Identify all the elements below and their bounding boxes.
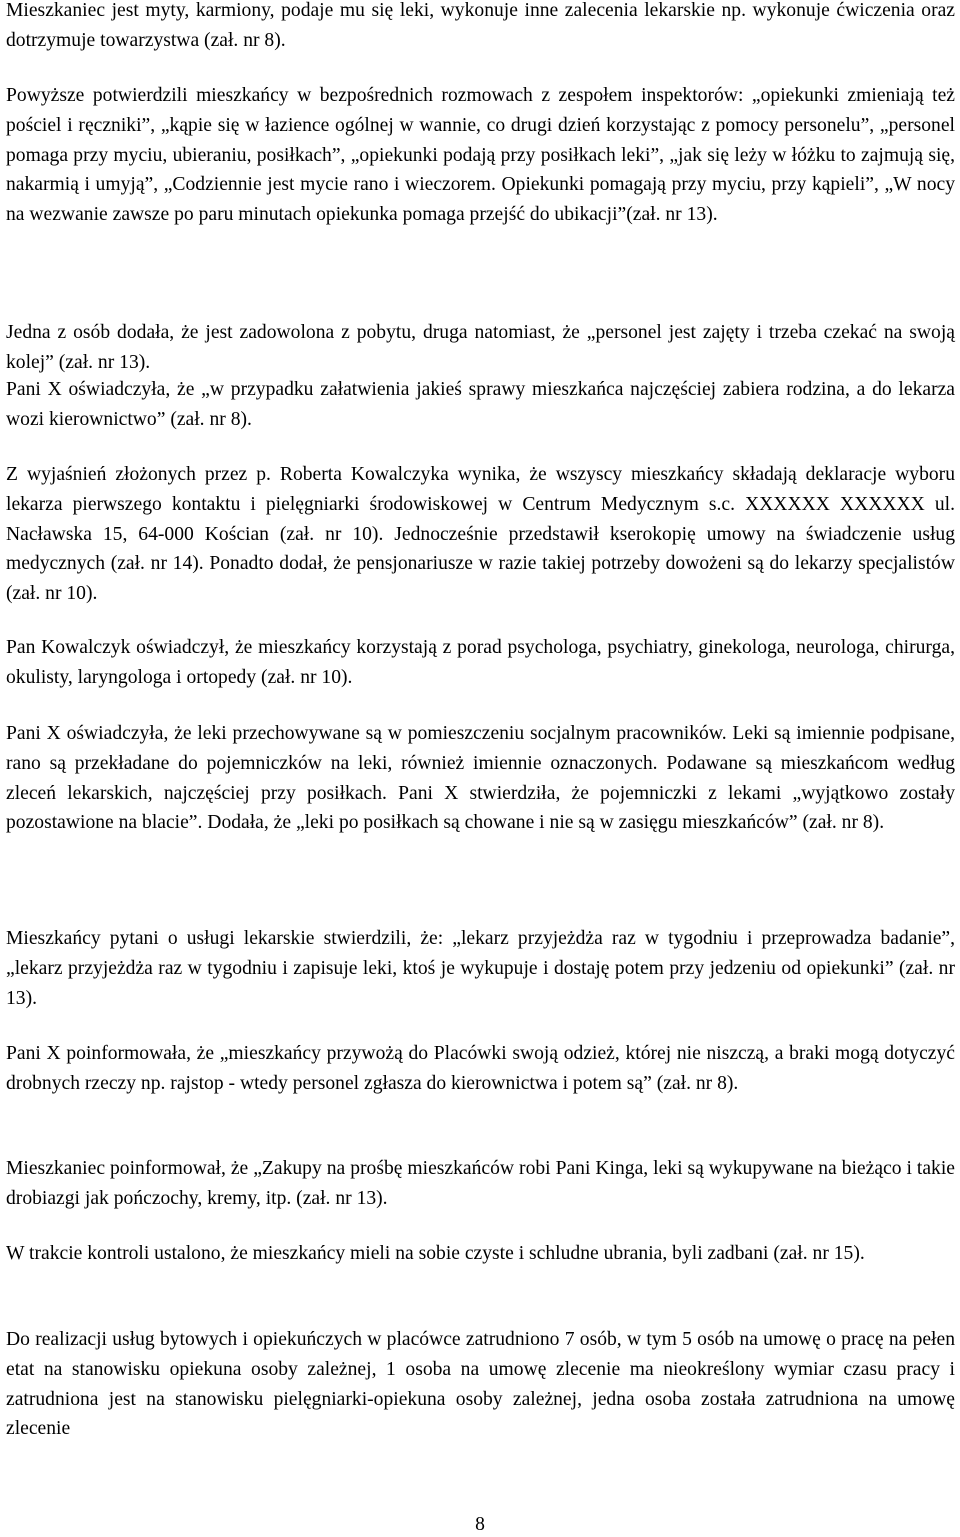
- paragraph-12: Do realizacji usług bytowych i opiekuńczych w placówce zatrudniono 7 osób, w tym 5 osób na umowę o pracę na pełen etat na stanowisku opiekuna osoby zależnej, 1 osoba na umowę zlecenie ma nieokreślony wymiar czasu pracy i zatrudniona jest na stanowisku pielęgniarki-opiekuna osoby zależnej, jedna osoba została zatrudniona na umowę zlecenie: [6, 1329, 955, 1440]
- paragraph-11: W trakcie kontroli ustalono, że mieszkańcy mieli na sobie czyste i schludne ubrania, byli zadbani (zał. nr 15).: [6, 1243, 865, 1264]
- paragraph-8: Mieszkańcy pytani o usługi lekarskie stwierdzili, że: „lekarz przyjeżdża raz w tygodniu i przeprowadza badanie”, „lekarz przyjeżdża raz w tygodniu i zapisuje leki, ktoś je wykupuje i dostaję potem przy jedzeniu od opiekunki” (zał. nr 13).: [6, 928, 955, 1009]
- paragraph-6: Pan Kowalczyk oświadczył, że mieszkańcy korzystają z porad psychologa, psychiatry, ginekologa, neurologa, chirurga, okulisty, laryngologa i ortopedy (zał. nr 10).: [6, 637, 955, 688]
- paragraph-2: Powyższe potwierdzili mieszkańcy w bezpośrednich rozmowach z zespołem inspektorów: „opiekunki zmieniają też pościel i ręczniki”, „kąpie się w łazience ogólnej w wannie, co drugi dzień korzystając z pomocy personelu”, „personel pomaga przy myciu, ubieraniu, posiłkach”, „opiekunki podają przy posiłkach leki”, „jak się leży w łóżku to zajmują się, nakarmią i umyją”, „Codziennie jest mycie rano i wieczorem. Opiekunki pomagają przy myciu, przy kąpieli”, „W nocy na wezwanie zawsze po paru minutach opiekunka pomaga przejść do ubikacji”(zał. nr 13).: [6, 85, 955, 226]
- page-number: 8: [475, 1514, 485, 1535]
- paragraph-9: Pani X poinformowała, że „mieszkańcy przywożą do Placówki swoją odzież, której nie niszczą, a braki mogą dotyczyć drobnych rzeczy np. rajstop - wtedy personel zgłasza do kierownictwa i potem są” (zał. nr 8).: [6, 1043, 955, 1094]
- paragraph-7: Pani X oświadczyła, że leki przechowywane są w pomieszczeniu socjalnym pracowników. Leki są imiennie podpisane, rano są przekładane do pojemniczków na leki, również imiennie oznaczonych. Podawane są mieszkańcom według zleceń lekarskich, najczęściej przy posiłkach. Pani X stwierdziła, że pojemniczki z lekami „wyjątkowo zostały pozostawione na blacie”. Dodała, że „leki po posiłkach są chowane i nie są w zasięgu mieszkańców” (zał. nr 8).: [6, 723, 955, 834]
- paragraph-4: Pani X oświadczyła, że „w przypadku załatwienia jakieś sprawy mieszkańca najczęściej zabiera rodzina, a do lekarza wozi kierownictwo” (zał. nr 8).: [6, 379, 955, 430]
- paragraph-10: Mieszkaniec poinformował, że „Zakupy na prośbę mieszkańców robi Pani Kinga, leki są wykupywane na bieżąco i takie drobiazgi jak pończochy, kremy, itp. (zał. nr 13).: [6, 1158, 955, 1209]
- paragraph-3: Jedna z osób dodała, że jest zadowolona z pobytu, druga natomiast, że „personel jest zajęty i trzeba czekać na swoją kolej” (zał. nr 13).: [6, 322, 955, 373]
- paragraph-5: Z wyjaśnień złożonych przez p. Roberta Kowalczyka wynika, że wszyscy mieszkańcy składają deklaracje wyboru lekarza pierwszego kontaktu i pielęgniarki środowiskowej w Centrum Medycznym s.c. XXXXXX XXXXXX ul. Nacławska 15, 64-000 Kościan (zał. nr 10). Jednocześnie przedstawił kserokopię umowy na świadczenie usług medycznych (zał. nr 14). Ponadto dodał, że pensjonariusze w razie takiej potrzeby dowożeni są do lekarzy specjalistów (zał. nr 10).: [6, 464, 955, 605]
- paragraph-1: Mieszkaniec jest myty, karmiony, podaje mu się leki, wykonuje inne zalecenia lekarskie np. wykonuje ćwiczenia oraz dotrzymuje towarzystwa (zał. nr 8).: [6, 0, 955, 51]
